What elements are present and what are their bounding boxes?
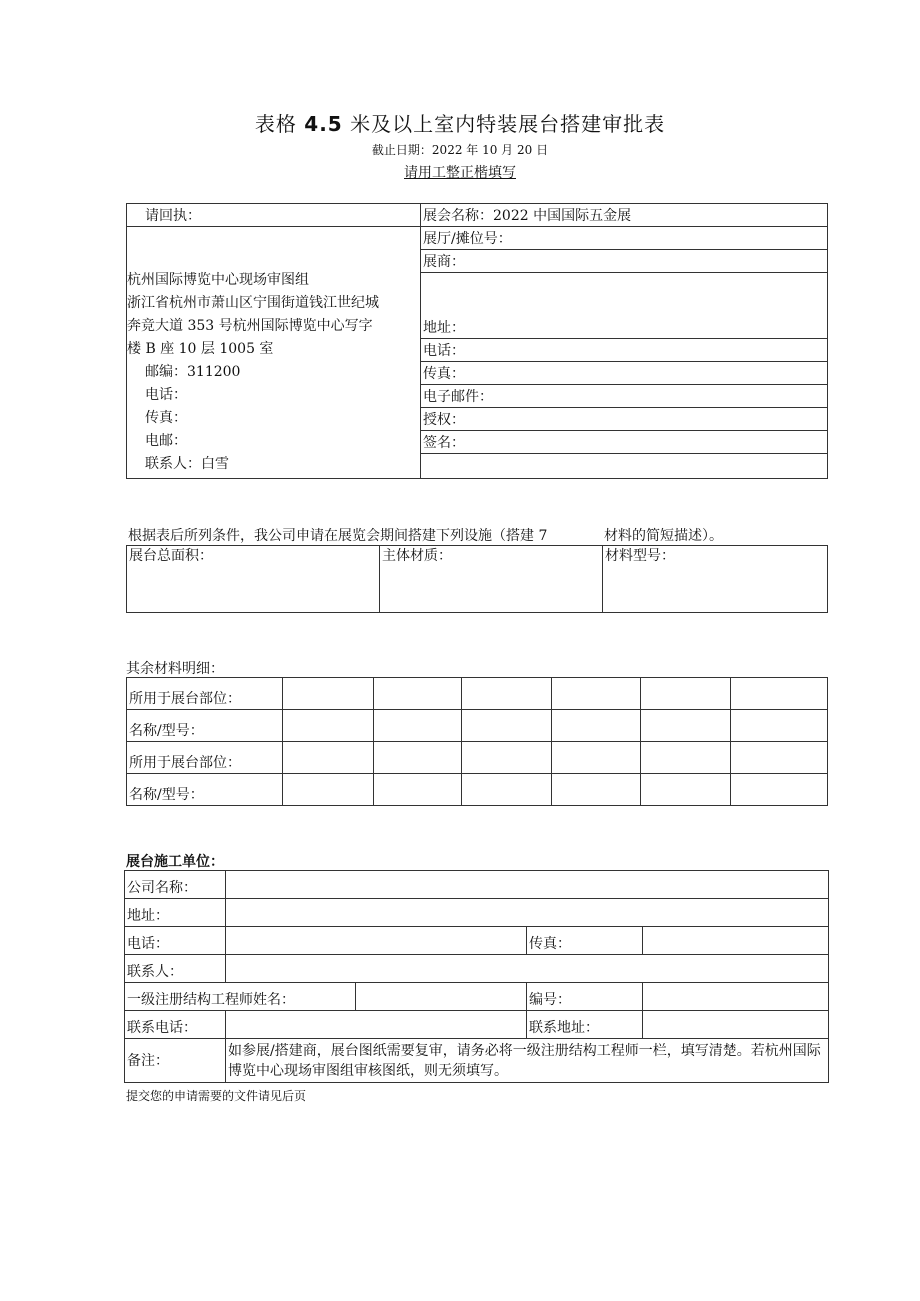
reply-table <box>126 203 828 479</box>
remark-text: 如参展/搭建商，展台图纸需要复审，请务必将一级注册结构工程师一栏，填写清楚。若杭州国际博览中心现场审图组审核图纸，则无须填写。 <box>226 1039 829 1083</box>
contact-phone-label: 联系电话： <box>125 1011 226 1039</box>
contact-address-input[interactable] <box>643 1011 829 1039</box>
material-row-label: 所用于展台部位： <box>127 742 283 774</box>
company-contact-input[interactable] <box>226 955 829 983</box>
material-row-label: 所用于展台部位： <box>127 678 283 710</box>
fill-instruction: 请用工整正楷填写 <box>404 165 516 181</box>
remark-label: 备注： <box>125 1039 226 1083</box>
material-cell[interactable] <box>641 774 731 806</box>
authorization-field[interactable]: 授权： <box>421 408 828 431</box>
signature-field[interactable]: 签名： <box>421 431 828 454</box>
company-phone-label: 电话： <box>125 927 226 955</box>
hall-booth-field[interactable]: 展厅/摊位号： <box>421 227 828 250</box>
reviewer-line: 楼 B 座 10 层 1005 室 <box>127 341 274 357</box>
booth-material-table <box>126 545 828 613</box>
material-cell[interactable] <box>374 678 462 710</box>
fax-field[interactable]: 传真： <box>421 362 828 385</box>
construction-unit-table <box>124 870 829 1083</box>
reviewer-phone: 电话： <box>145 387 187 403</box>
material-cell[interactable] <box>552 742 641 774</box>
material-cell[interactable] <box>374 774 462 806</box>
footer-note: 提交您的申请需要的文件请见后页 <box>126 1089 307 1103</box>
company-fax-label: 传真： <box>527 927 643 955</box>
reviewer-line: 奔竞大道 353 号杭州国际博览中心写字 <box>127 318 373 334</box>
engineer-number-label: 编号： <box>527 983 643 1011</box>
company-name-input[interactable] <box>226 871 829 899</box>
material-cell[interactable] <box>731 742 828 774</box>
reviewer-contact-person: 联系人：白雪 <box>145 456 229 472</box>
material-cell[interactable] <box>462 678 552 710</box>
material-cell[interactable] <box>641 742 731 774</box>
material-model-field[interactable]: 材料型号： <box>603 546 828 613</box>
material-cell[interactable] <box>641 710 731 742</box>
engineer-name-label: 一级注册结构工程师姓名： <box>125 983 356 1011</box>
material-cell[interactable] <box>552 678 641 710</box>
reviewer-address-block <box>127 227 421 479</box>
application-intro: 根据表后所列条件，我公司申请在展览会期间搭建下列设施（搭建 7 <box>128 528 548 544</box>
address-field[interactable]: 地址： <box>421 273 828 339</box>
other-materials-heading: 其余材料明细： <box>126 661 224 677</box>
phone-field[interactable]: 电话： <box>421 339 828 362</box>
material-cell[interactable] <box>283 678 374 710</box>
reviewer-postcode: 邮编：311200 <box>145 364 241 380</box>
reviewer-line: 杭州国际博览中心现场审图组 <box>127 272 309 288</box>
material-cell[interactable] <box>283 710 374 742</box>
material-cell[interactable] <box>462 742 552 774</box>
reviewer-line: 浙江省杭州市萧山区宁围街道钱江世纪城 <box>127 295 379 311</box>
main-material-field[interactable]: 主体材质： <box>380 546 603 613</box>
company-phone-input[interactable] <box>226 927 527 955</box>
material-cell[interactable] <box>552 774 641 806</box>
form-title: 表格 4.5 米及以上室内特装展台搭建审批表 <box>254 112 666 136</box>
material-cell[interactable] <box>374 742 462 774</box>
exhibitor-field[interactable]: 展商： <box>421 250 828 273</box>
material-cell[interactable] <box>462 774 552 806</box>
material-cell[interactable] <box>462 710 552 742</box>
material-cell[interactable] <box>641 678 731 710</box>
reviewer-fax: 传真： <box>145 410 187 426</box>
contact-phone-input[interactable] <box>226 1011 527 1039</box>
email-field[interactable]: 电子邮件： <box>421 385 828 408</box>
contact-address-label: 联系地址： <box>527 1011 643 1039</box>
material-cell[interactable] <box>731 774 828 806</box>
company-fax-input[interactable] <box>643 927 829 955</box>
engineer-name-input[interactable] <box>356 983 527 1011</box>
company-address-label: 地址： <box>125 899 226 927</box>
material-cell[interactable] <box>731 710 828 742</box>
reply-label: 请回执： <box>127 204 421 227</box>
material-cell[interactable] <box>283 742 374 774</box>
total-area-field[interactable]: 展台总面积： <box>127 546 380 613</box>
reviewer-email: 电邮： <box>145 433 187 449</box>
material-row-label: 名称/型号： <box>127 774 283 806</box>
deadline-date: 截止日期：2022 年 10 月 20 日 <box>371 143 549 157</box>
application-intro-tail: 材料的简短描述）。 <box>604 528 723 544</box>
empty-cell <box>421 454 828 479</box>
company-address-input[interactable] <box>226 899 829 927</box>
construction-unit-heading: 展台施工单位： <box>126 854 224 870</box>
material-cell[interactable] <box>731 678 828 710</box>
material-row-label: 名称/型号： <box>127 710 283 742</box>
material-cell[interactable] <box>552 710 641 742</box>
company-name-label: 公司名称： <box>125 871 226 899</box>
material-cell[interactable] <box>283 774 374 806</box>
company-contact-label: 联系人： <box>125 955 226 983</box>
material-cell[interactable] <box>374 710 462 742</box>
engineer-number-input[interactable] <box>643 983 829 1011</box>
other-materials-table <box>126 677 828 806</box>
expo-name: 展会名称：2022 中国国际五金展 <box>421 204 828 227</box>
